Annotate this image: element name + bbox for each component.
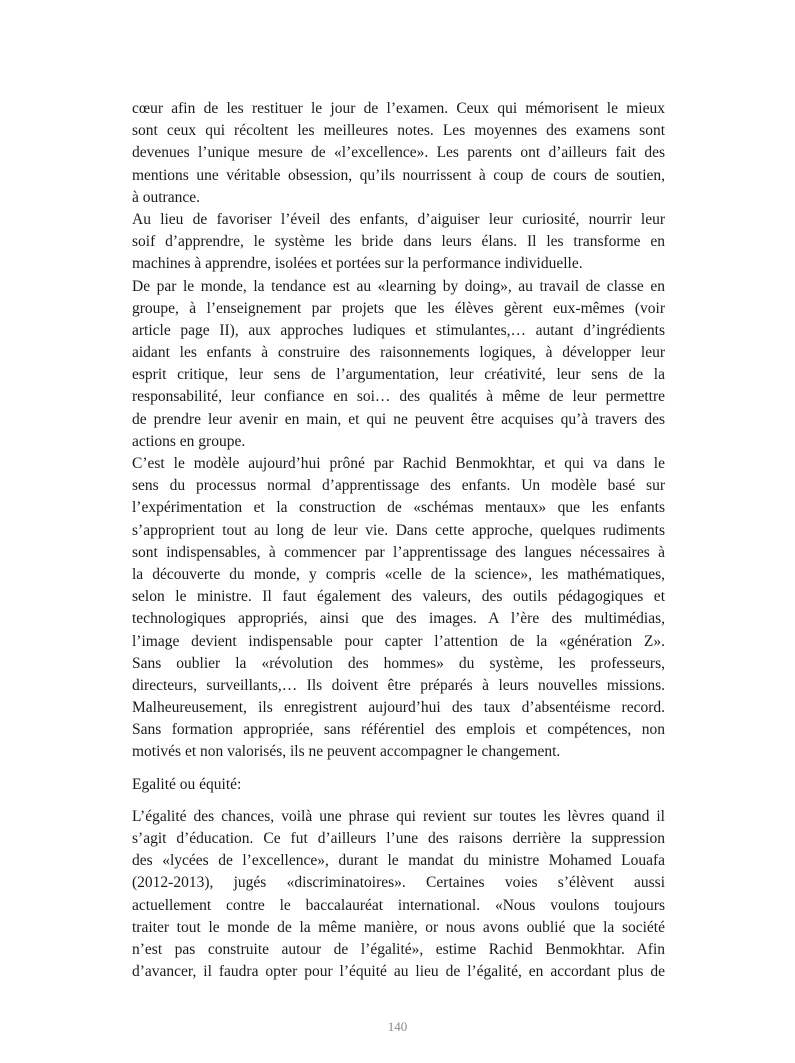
text-line: Malheureusement, ils enregistrent aujourd’hui des taux d’absentéisme record. (132, 699, 665, 717)
text-line: à outrance. (132, 188, 200, 206)
text-line: article page II), aux approches ludiques et stimulantes,… autant d’ingrédients (132, 321, 665, 339)
text-line: traiter tout le monde de la même manière, or nous avons oublié que la société (132, 918, 665, 936)
text-line: devenues l’unique mesure de «l’excellence». Les parents ont d’ailleurs fait des (132, 144, 665, 162)
spacer (132, 796, 665, 806)
text-line: responsabilité, leur confiance en soi… des qualités à même de leur permettre (132, 388, 665, 406)
text-line: sont indispensables, à commencer par l’apprentissage des langues nécessaires à (132, 543, 665, 561)
text-line: aidant les enfants à construire des raisonnements logiques, à développer leur (132, 344, 665, 362)
section-heading: Egalité ou équité: (132, 775, 242, 793)
document-page (132, 98, 665, 983)
paragraph-equality (132, 806, 665, 984)
text-line: d’avancer, il faudra opter pour l’équité au lieu de l’égalité, en accordant plus de (132, 963, 665, 981)
paragraph-curiosity (132, 209, 665, 276)
text-line: n’est pas construite autour de l’égalité», estime Rachid Benmokhtar. Afin (132, 940, 665, 958)
text-line: s’approprient tout au long de leur vie. Dans cette approche, quelques rudiments (132, 521, 665, 539)
text-line: cœur afin de les restituer le jour de l’examen. Ceux qui mémorisent le mieux (132, 100, 665, 117)
text-line: C’est le modèle aujourd’hui prôné par Rachid Benmokhtar, et qui va dans le (132, 455, 665, 472)
text-line: la découverte du monde, y compris «celle de la science», les mathématiques, (132, 565, 665, 583)
text-line: L’égalité des chances, voilà une phrase qui revient sur toutes les lèvres quand il (132, 807, 665, 825)
text-line: mentions une véritable obsession, qu’ils nourrissent à coup de cours de soutien, (132, 166, 665, 184)
text-line: Sans formation appropriée, sans référentiel des emplois et compétences, non (132, 721, 665, 739)
text-line: actuellement contre le baccalauréat international. «Nous voulons toujours (132, 896, 665, 914)
text-line: sont ceux qui récoltent les meilleures notes. Les moyennes des examens sont (132, 122, 665, 140)
text-line: Sans oublier la «révolution des hommes» du système, les professeurs, (132, 654, 665, 672)
text-line: selon le ministre. Il faut également des valeurs, des outils pédagogiques et (132, 588, 665, 606)
text-line: des «lycées de l’excellence», durant le mandat du ministre Mohamed Louafa (132, 852, 665, 870)
paragraph-rote-learning (132, 98, 665, 209)
text-line: Au lieu de favoriser l’éveil des enfants, d’aiguiser leur curiosité, nourrir leur (132, 210, 665, 228)
text-line: soif d’apprendre, le système les bride dans leurs élans. Il les transforme en (132, 233, 665, 251)
paragraph-learning-by-doing (132, 276, 665, 454)
text-line: motivés et non valorisés, ils ne peuvent accompagner le changement. (132, 743, 561, 761)
text-line: de prendre leur avenir en main, et qui ne peuvent être acquises qu’à travers des (132, 410, 665, 428)
text-line: actions en groupe. (132, 432, 246, 450)
spacer (132, 764, 665, 774)
text-line: machines à apprendre, isolées et portées sur la performance individuelle. (132, 255, 583, 273)
text-line: sens du processus normal d’apprentissage des enfants. Un modèle basé sur (132, 477, 665, 495)
text-line: De par le monde, la tendance est au «learning by doing», au travail de classe en (132, 277, 665, 295)
text-line: l’image devient indispensable pour capter l’attention de la «génération Z». (132, 632, 665, 650)
text-line: l’expérimentation et la construction de «schémas mentaux» que les enfants (132, 499, 665, 517)
paragraph-benmokhtar-model (132, 453, 665, 764)
text-line: technologiques appropriés, ainsi que des images. A l’ère des multimédias, (132, 610, 665, 628)
page-number: 140 (387, 1019, 408, 1034)
text-line: groupe, à l’enseignement par projets que les élèves gèrent eux-mêmes (voir (132, 299, 665, 317)
text-line: s’agit d’éducation. Ce fut d’ailleurs l’une des raisons derrière la suppression (132, 830, 665, 847)
text-line: esprit critique, leur sens de l’argumentation, leur créativité, leur sens de la (132, 366, 665, 384)
text-line: (2012-2013), jugés «discriminatoires». Certaines voies s’élèvent aussi (132, 874, 665, 892)
text-line: directeurs, surveillants,… Ils doivent être préparés à leurs nouvelles missions. (132, 676, 665, 694)
